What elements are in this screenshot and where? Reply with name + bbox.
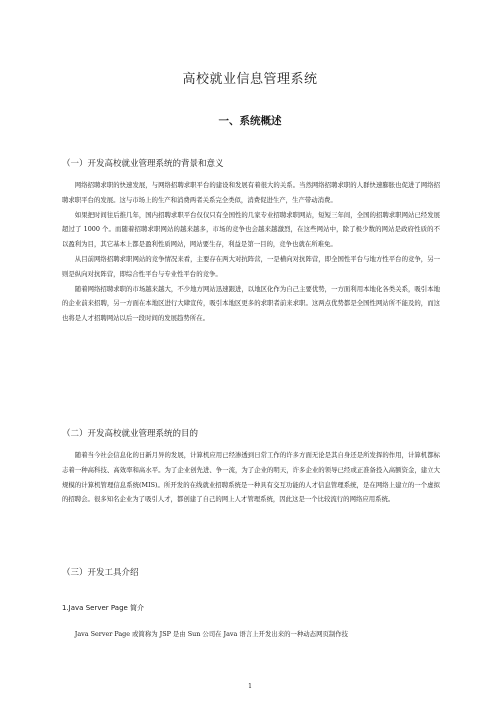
paragraph: 如果把时间往后推几年，国内招聘求职平台仅仅只有全国性的几家专业招聘求职网站，短短三年间，全国的招聘求职网站已经发展超过了 1000 个。而随着招聘求职网站的越来越多，市场的竞争也会越来越激烈，在这些网站中，除了极少数的网站是政府性质的不以盈利为目，其它基本上都是盈利性质网站，网站要生存，利益是第一目的，竞争也就在所难免。	[62, 210, 440, 249]
section-body-background	[62, 178, 440, 326]
section-body-purpose	[62, 448, 440, 507]
page-number: 1	[248, 683, 252, 690]
paragraph: 网络招聘求职的快速发展，与网络招聘求职平台的建设和发展有着很大的关系。当然网络招聘求职的人群快速膨胀也促进了网络招聘求职平台的发展。这与市场上的生产和消费两者关系完全类似，消费促进生产，生产带动消费。	[62, 181, 440, 204]
section-body-tools	[62, 627, 440, 642]
paragraph: 随着当今社会信息化的日新月异的发展，计算机应用已经渗透到日常工作的许多方面无论是其自身还是所发挥的作用，计算机都标志着一种高科技、高效率和高水平。为了企业创先进、争一流，为了企业的明天，许多企业的领导已经或正准备投入高额资金，建立大规模的计算机管理信息系统(MIS)。所开发的在线就业招聘系统是一种具有交互功能的人才信息管理系统，是在网络上建立的一个虚拟的招聘会。很多知名企业为了吸引人才，都创建了自己的网上人才管理系统，因此这是一个比较流行的网络应用系统。	[62, 451, 440, 504]
document-title: 高校就业信息管理系统	[182, 72, 318, 87]
section-heading-tools: （三）开发工具介绍	[62, 568, 139, 578]
section-heading-purpose: （二）开发高校就业管理系统的目的	[62, 429, 199, 439]
chapter-heading: 一、系统概述	[218, 115, 282, 127]
paragraph: 随着网络招聘求职的市场越来越大，不少地方网站迅速跟进，以地区化作为自己主要优势，一方面利用本地化各类关系，吸引本地的企业前来招聘，另一方面在本地区进行大肆宣传，吸引本地区更多的求职者前来求职。这两点优势都是全国性网站所不能及的，而这也将是人才招聘网站以后一段时间的发展趋势所在。	[62, 284, 440, 323]
paragraph: Java Server Page 或简称为 JSP 是由 Sun 公司在 Java 语言上开发出来的一种动态网页制作技	[74, 630, 349, 638]
paragraph: 从目前网络招聘求职网站的竞争情况来看，主要存在两大对抗阵营，一是横向对抗阵营，即全国性平台与地方性平台的竞争，另一则是纵向对抗阵营，即综合性平台与专业性平台的竞争。	[62, 254, 440, 278]
subsection-heading-jsp: 1.Java Server Page 简介	[62, 604, 145, 612]
section-heading-background: （一）开发高校就业管理系统的背景和意义	[62, 159, 224, 169]
